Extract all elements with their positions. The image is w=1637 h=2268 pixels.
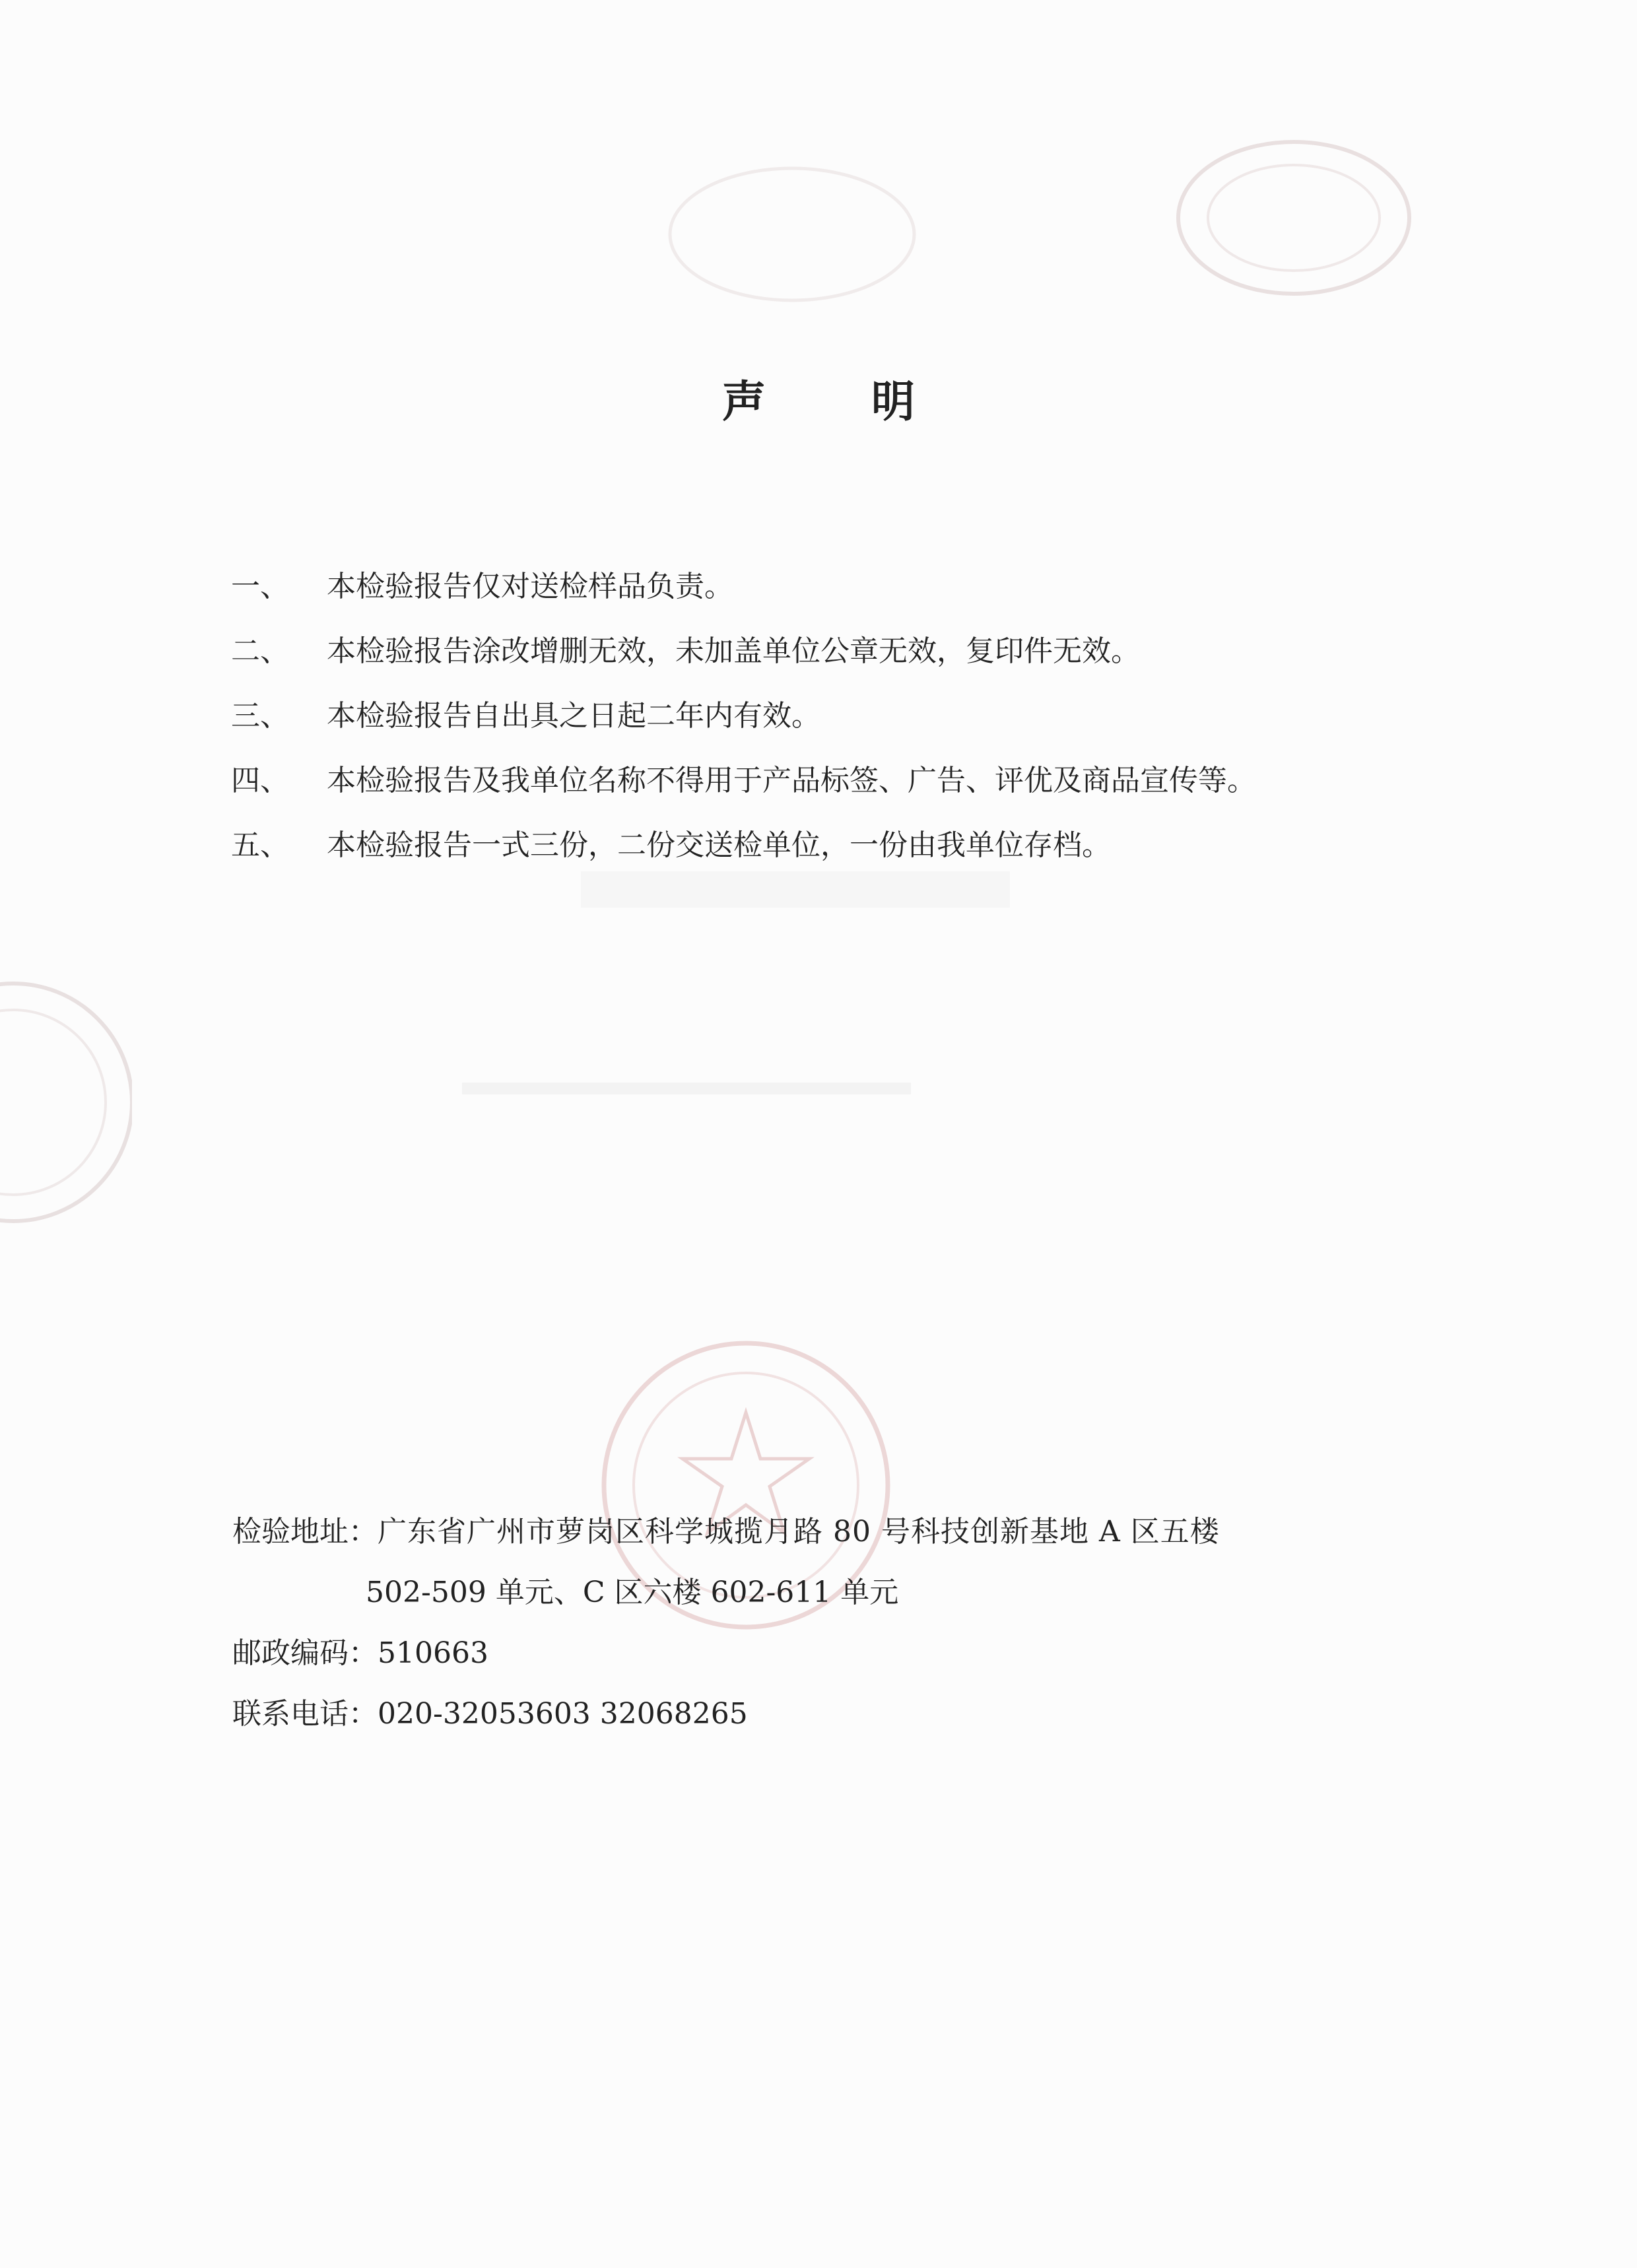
address-line-1: 广东省广州市萝岗区科学城揽月路 80 号科技创新基地 A 区五楼 [378, 1515, 1220, 1549]
postal-value: 510663 [378, 1636, 488, 1670]
item-number: 五、 [231, 828, 289, 862]
item-text: 本检验报告仅对送检样品负责。 [327, 570, 733, 603]
item-text: 本检验报告及我单位名称不得用于产品标签、广告、评优及商品宣传等。 [327, 764, 1256, 797]
page-title [0, 366, 1637, 429]
phone-label: 联系电话： [232, 1697, 378, 1731]
item-number: 四、 [231, 764, 289, 797]
declaration-list [231, 551, 1419, 875]
item-text: 本检验报告自出具之日起二年内有效。 [327, 699, 820, 733]
item-number: 一、 [231, 570, 289, 603]
ghost-bleed-text-band [462, 1069, 924, 1109]
phone-row [232, 1684, 1420, 1745]
ghost-seal-top-right [1168, 132, 1419, 304]
item-text: 本检验报告涂改增删无效，未加盖单位公章无效，复印件无效。 [327, 634, 1140, 668]
declaration-item [231, 810, 1419, 875]
ghost-seal-left-edge [0, 931, 132, 1274]
item-text: 本检验报告一式三份，二份交送检单位，一份由我单位存档。 [327, 828, 1111, 862]
item-number: 三、 [231, 699, 289, 733]
postal-label: 邮政编码： [232, 1636, 378, 1670]
address-label: 检验地址： [232, 1515, 378, 1549]
item-number: 二、 [231, 634, 289, 668]
address-row [232, 1502, 1420, 1623]
phone-value: 020-32053603 32068265 [378, 1697, 748, 1731]
address-value [366, 1502, 1220, 1623]
title-char-1: 声 [722, 376, 766, 427]
declaration-item [231, 681, 1419, 745]
postal-row [232, 1623, 1420, 1684]
declaration-item [231, 551, 1419, 616]
declaration-item [231, 745, 1419, 810]
declaration-item [231, 616, 1419, 681]
contact-info [232, 1502, 1420, 1745]
address-line-2: 502-509 单元、C 区六楼 602-611 单元 [366, 1576, 899, 1609]
ghost-seal-top-center [660, 158, 924, 310]
title-char-2: 明 [871, 376, 915, 427]
